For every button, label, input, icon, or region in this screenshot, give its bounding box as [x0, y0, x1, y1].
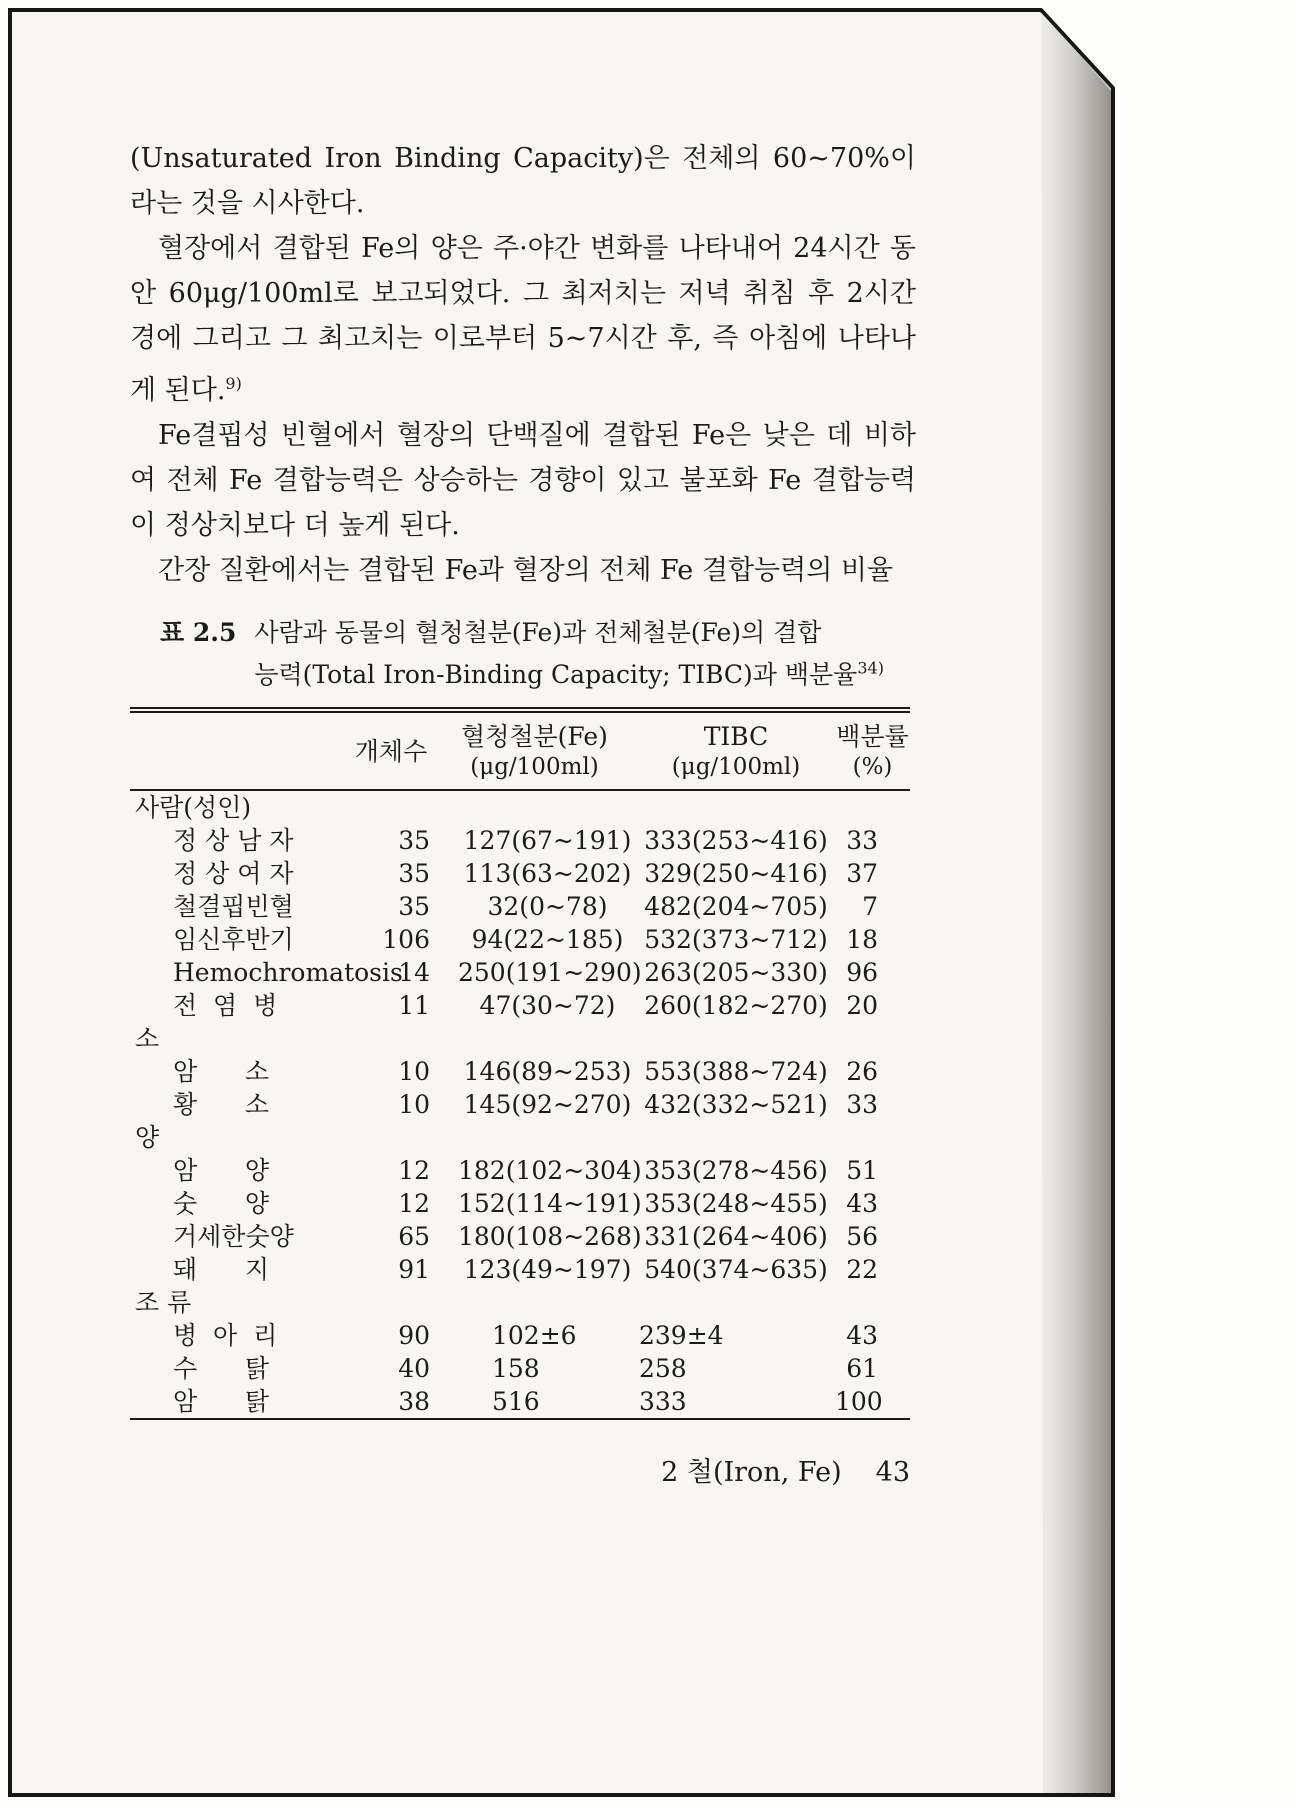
- header-serum-title: 혈청철분(Fe): [461, 722, 608, 752]
- serum-iron-value: 146(89~253): [463, 1057, 632, 1087]
- row-label: 암 탉: [173, 1387, 269, 1417]
- table-row: [130, 1088, 910, 1121]
- table-caption-label: 표 2.5: [160, 618, 237, 647]
- paragraphs: [130, 136, 916, 593]
- count-value: 35: [398, 826, 430, 856]
- page-footer: [130, 1450, 922, 1489]
- percent-value: 51: [846, 1156, 878, 1186]
- table-caption-text: [254, 615, 884, 693]
- table-section-row: [130, 1022, 910, 1055]
- tibc-value: 553(388~724): [644, 1057, 828, 1087]
- page-stack-edge: [1041, 10, 1113, 1795]
- row-label: 정 상 여 자: [173, 859, 294, 889]
- tibc-value: 540(374~635): [644, 1255, 828, 1285]
- percent-value: 100: [835, 1387, 883, 1417]
- table-caption: [160, 615, 916, 693]
- row-label: 수 탉: [173, 1354, 269, 1384]
- table-row: [130, 1319, 910, 1352]
- row-label: Hemochromatosis: [173, 958, 403, 988]
- count-value: 106: [382, 925, 430, 955]
- serum-iron-value: 127(67~191): [463, 826, 632, 856]
- serum-iron-value: 180(108~268): [458, 1222, 642, 1252]
- tibc-value: 432(332~521): [644, 1090, 828, 1120]
- percent-value: 37: [846, 859, 878, 889]
- serum-iron-value: 145(92~270): [463, 1090, 632, 1120]
- tibc-value: 353(278~456): [644, 1156, 828, 1186]
- table-row: [130, 1385, 910, 1419]
- table-row: [130, 989, 910, 1022]
- header-blank: [130, 710, 350, 790]
- section-label: 사람(성인): [135, 793, 252, 823]
- serum-iron-value: 250(191~290): [458, 958, 642, 988]
- tibc-value: 532(373~712): [644, 925, 828, 955]
- count-value: 11: [398, 991, 430, 1021]
- count-value: 10: [398, 1057, 430, 1087]
- row-label: 정 상 남 자: [173, 826, 294, 856]
- serum-iron-value: 182(102~304): [458, 1156, 642, 1186]
- percent-value: 7: [862, 892, 878, 922]
- table-row: [130, 1055, 910, 1088]
- serum-iron-value: 102±6: [492, 1321, 577, 1351]
- tibc-table: [130, 707, 910, 1420]
- caption-line-1: 사람과 동물의 혈청철분(Fe)과 전체철분(Fe)의 결합: [254, 618, 822, 647]
- table-header-row: [130, 710, 910, 790]
- percent-value: 20: [846, 991, 878, 1021]
- serum-iron-value: 123(49~197): [463, 1255, 632, 1285]
- header-serum: [432, 710, 637, 790]
- page-content: [130, 136, 916, 1489]
- percent-value: 22: [846, 1255, 878, 1285]
- header-percent-unit: (%): [852, 754, 893, 781]
- percent-value: 61: [846, 1354, 878, 1384]
- table-row: [130, 857, 910, 890]
- percent-value: 18: [846, 925, 878, 955]
- row-label: 돼 지: [173, 1255, 269, 1285]
- count-value: 91: [398, 1255, 430, 1285]
- tibc-value: 353(248~455): [644, 1189, 828, 1219]
- header-serum-unit: (μg/100ml): [470, 754, 599, 781]
- section-label: 조 류: [135, 1288, 192, 1318]
- tibc-value: 258: [639, 1354, 687, 1384]
- running-title: 2 철(Iron, Fe): [661, 1457, 842, 1489]
- count-value: 35: [398, 892, 430, 922]
- tibc-value: 329(250~416): [644, 859, 828, 889]
- table-section-row: [130, 1286, 910, 1319]
- tibc-value: 482(204~705): [644, 892, 828, 922]
- count-value: 40: [398, 1354, 430, 1384]
- percent-value: 33: [846, 1090, 878, 1120]
- table-row: [130, 1187, 910, 1220]
- percent-value: 33: [846, 826, 878, 856]
- tibc-value: 333(253~416): [644, 826, 828, 856]
- table-row: [130, 923, 910, 956]
- section-label: 양: [135, 1123, 160, 1153]
- header-count: 개체수: [350, 710, 432, 790]
- row-label: 거세한숫양: [173, 1222, 294, 1252]
- table-body: [130, 790, 910, 1419]
- caption-footnote-ref: 34): [857, 659, 884, 678]
- row-label: 철결핍빈혈: [173, 892, 294, 922]
- paragraph-4: 간장 질환에서는 결합된 Fe과 혈장의 전체 Fe 결합능력의 비율: [158, 555, 894, 586]
- percent-value: 43: [846, 1189, 878, 1219]
- table-header: [130, 710, 910, 790]
- row-label: 암 양: [173, 1156, 269, 1186]
- percent-value: 43: [846, 1321, 878, 1351]
- serum-iron-value: 516: [492, 1387, 540, 1417]
- serum-iron-value: 32(0~78): [487, 892, 608, 922]
- row-label: 병 아 리: [173, 1321, 278, 1351]
- tibc-value: 263(205~330): [644, 958, 828, 988]
- serum-iron-value: 47(30~72): [479, 991, 616, 1021]
- table-row: [130, 1154, 910, 1187]
- row-label: 임신후반기: [173, 925, 294, 955]
- header-percent-title: 백분률: [836, 722, 909, 752]
- table-row: [130, 1352, 910, 1385]
- percent-value: 56: [846, 1222, 878, 1252]
- serum-iron-value: 113(63~202): [463, 859, 632, 889]
- count-value: 12: [398, 1189, 430, 1219]
- count-value: 90: [398, 1321, 430, 1351]
- table-row: [130, 890, 910, 923]
- tibc-value: 260(182~270): [644, 991, 828, 1021]
- paragraph-1: (Unsaturated Iron Binding Capacity)은 전체의 60~70%이라는 것을 시사한다.: [130, 143, 916, 219]
- count-value: 35: [398, 859, 430, 889]
- row-label: 황 소: [173, 1090, 269, 1120]
- table-row: [130, 1220, 910, 1253]
- table-section-row: [130, 790, 910, 824]
- page-number: 43: [875, 1457, 910, 1489]
- caption-line-2: [254, 660, 884, 689]
- paragraph-3: Fe결핍성 빈혈에서 혈장의 단백질에 결합된 Fe은 낮은 데 비하여 전체 Fe 결합능력은 상승하는 경향이 있고 불포화 Fe 결합능력이 정상치보다 더 높게 된다.: [130, 420, 916, 541]
- tibc-value: 333: [639, 1387, 687, 1417]
- header-tibc-unit: (μg/100ml): [671, 754, 801, 781]
- count-value: 38: [398, 1387, 430, 1417]
- serum-iron-value: 94(22~185): [471, 925, 624, 955]
- paragraph-2: 혈장에서 결합된 Fe의 양은 주·야간 변화를 나타내어 24시간 동안 60μg/100ml로 보고되었다. 그 최저치는 저녁 취침 후 2시간 경에 그리고 그 최고치는 이로부터 5~7시간 후, 즉 아침에 나타나게 된다.$^{9)}$: [130, 233, 916, 406]
- table-row: [130, 1253, 910, 1286]
- table-row: [130, 956, 910, 989]
- count-value: 10: [398, 1090, 430, 1120]
- row-label: 암 소: [173, 1057, 269, 1087]
- count-value: 12: [398, 1156, 430, 1186]
- tibc-value: 331(264~406): [644, 1222, 828, 1252]
- row-label: 전 염 병: [173, 991, 278, 1021]
- percent-value: 26: [846, 1057, 878, 1087]
- serum-iron-value: 152(114~191): [458, 1189, 642, 1219]
- count-value: 14: [398, 958, 430, 988]
- table-section-row: [130, 1121, 910, 1154]
- header-tibc-title: TIBC: [703, 722, 769, 752]
- percent-value: 96: [846, 958, 878, 988]
- serum-iron-value: 158: [492, 1354, 540, 1384]
- table-row: [130, 824, 910, 857]
- row-label: 숫 양: [173, 1189, 269, 1219]
- section-label: 소: [135, 1024, 160, 1054]
- header-tibc: [637, 710, 835, 790]
- tibc-value: 239±4: [639, 1321, 724, 1351]
- count-value: 65: [398, 1222, 430, 1252]
- footnote-ref: 9): [225, 374, 242, 393]
- header-percent: [835, 710, 910, 790]
- caption-line-2-text: 능력(Total Iron-Binding Capacity; TIBC)과 백분율: [254, 660, 858, 690]
